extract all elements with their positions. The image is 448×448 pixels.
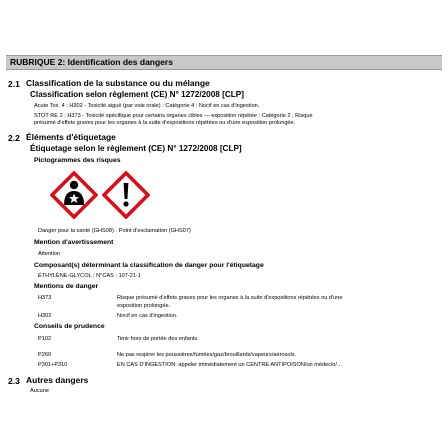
health-hazard-icon — [50, 171, 98, 219]
composants-label: Composant(s) déterminant la classification de danger pour l'étiquetage — [34, 262, 264, 269]
prudence-code: P301+P310 — [38, 362, 68, 368]
section-number-2-3: 2.3 — [8, 376, 20, 386]
subheading-classification-clp: Classification selon règlement (CE) N° 1272/2008 [CLP] — [30, 90, 244, 99]
danger-text: exposition prolongée. — [117, 303, 171, 309]
composants-value: ÉTHYLÈNE-GLYCOL ; N°CAS : 107-21-1 — [38, 273, 141, 279]
exclamation-icon — [102, 171, 150, 219]
pictograms-caption: Danger pour la santé (GHS08) · Point d'exclamation (GHS07) — [38, 228, 191, 234]
prudence-text: Ne pas respirer les poussières/fumées/gaz/brouillards/vapeurs/aérosols. — [117, 352, 297, 358]
prudence-label: Conseils de prudence — [34, 323, 105, 330]
subheading-etiquetage-clp: Étiquetage selon le règlement (CE) N° 1272/2008 [CLP] — [30, 144, 242, 153]
prudence-code: P260 — [38, 352, 52, 358]
section-number-2-2: 2.2 — [8, 133, 20, 143]
autres-dangers-value: Aucune — [30, 388, 49, 394]
dangers-label: Mentions de danger — [34, 283, 99, 290]
pictograms-label: Pictogrammes des risques — [34, 157, 121, 164]
heading-autres-dangers: Autres dangers — [26, 375, 89, 385]
danger-code: H302 — [38, 313, 52, 319]
pictograms-row — [50, 171, 150, 219]
mention-value: Attention — [38, 251, 61, 257]
danger-text: Nocif en cas d'ingestion. — [117, 313, 178, 319]
mention-label: Mention d'avertissement — [34, 239, 114, 246]
heading-classification: Classification de la substance ou du mélange — [26, 78, 210, 88]
heading-etiquetage: Éléments d'étiquetage — [26, 132, 116, 142]
prudence-text: EN CAS D'INGESTION: appeler immédiatement un CENTRE ANTIPOISON/un médecin/… — [117, 362, 343, 368]
section-title: RUBRIQUE 2: Identification des dangers — [10, 57, 173, 67]
prudence-text: Tenir hors de portée des enfants. — [117, 336, 199, 342]
danger-text: Risque présumé d'effets graves pour les organes à la suite d'expositions répétées ou d'une — [117, 295, 343, 301]
classification-line: présumé d'effets graves pour les organes à la suite d'expositions répétées ou d'une exposition prolongée. — [34, 120, 296, 126]
prudence-code: P102 — [38, 336, 52, 342]
classification-line: Acute Tox. 4 ; H302 - Toxicité aiguë (par voie orale) : Catégorie 4 ; Nocif en cas d'ingestion. — [34, 103, 260, 109]
danger-code: H373 — [38, 295, 52, 301]
classification-line: STOT RE 2 ; H373 - Toxicité spécifique pour certains organes cibles — exposition répétée : Catégorie 2 ; Risque — [34, 113, 313, 119]
section-number-2-1: 2.1 — [8, 79, 20, 89]
